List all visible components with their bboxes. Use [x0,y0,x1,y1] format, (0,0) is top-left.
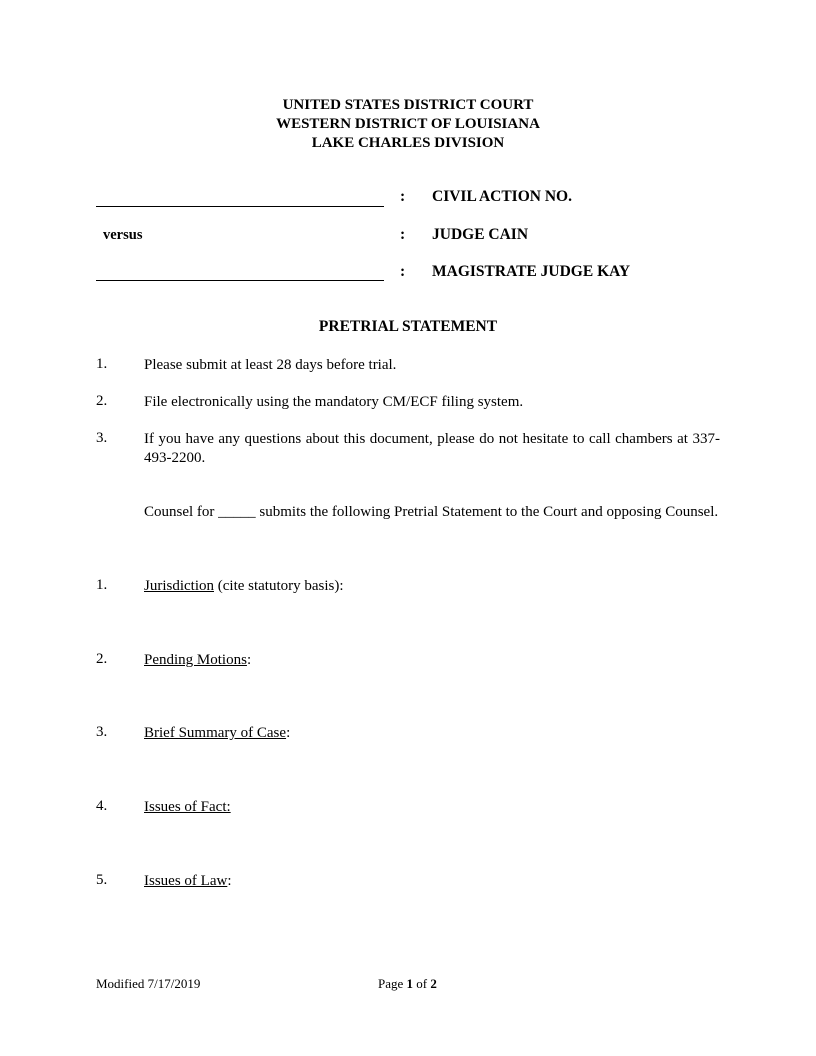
court-division: LAKE CHARLES DIVISION [311,135,505,151]
instruction-number: 1. [96,356,108,372]
section-number: 3. [96,724,108,740]
section-pending-motions [144,651,251,670]
section-suffix: : [246,652,252,668]
section-issues-law [144,872,232,891]
instruction-text: Please submit at least 28 days before trial. [144,357,397,373]
section-number: 1. [96,577,108,593]
instruction-number: 3. [96,430,108,446]
page-current: 1 [406,976,414,991]
caption-colon: : [400,263,406,280]
section-number: 5. [96,872,108,888]
section-summary [144,724,290,743]
modified-date: Modified 7/17/2019 [96,976,201,991]
instruction-number: 2. [96,393,108,409]
page-prefix: Page [378,976,407,991]
section-heading: Issues of Law [144,873,228,889]
caption-colon: : [400,188,406,205]
section-number: 2. [96,651,108,667]
judge-label: JUDGE CAIN [432,226,529,243]
section-number: 4. [96,798,108,814]
section-heading: Issues of Fact: [144,799,231,815]
caption-colon: : [400,226,406,243]
plaintiff-blank-line [96,206,384,207]
versus-label: versus [103,227,143,243]
section-suffix: : [286,725,291,741]
section-heading: Jurisdiction [144,578,214,594]
court-name: UNITED STATES DISTRICT COURT [282,97,534,113]
instruction-text: File electronically using the mandatory CM/ECF filing system. [144,394,524,410]
defendant-blank-line [96,280,384,281]
magistrate-label: MAGISTRATE JUDGE KAY [432,263,631,280]
counsel-paragraph: Counsel for _____ submits the following Pretrial Statement to the Court and opposing Counsel. [144,504,719,520]
section-jurisdiction [144,577,344,596]
page-total: 2 [430,976,437,991]
page-of: of [413,976,431,991]
page-number [378,976,437,992]
section-suffix: : [227,873,232,889]
section-issues-fact [144,798,231,817]
court-district: WESTERN DISTRICT OF LOUISIANA [276,116,540,132]
document-title: PRETRIAL STATEMENT [318,318,498,335]
section-suffix: (cite statutory basis): [214,578,344,594]
section-heading: Brief Summary of Case [144,725,287,741]
civil-action-label: CIVIL ACTION NO. [432,188,572,205]
section-heading: Pending Motions [144,652,247,668]
instruction-text: If you have any questions about this document, please do not hesitate to call chambers at 337-493-2200. [144,431,720,466]
